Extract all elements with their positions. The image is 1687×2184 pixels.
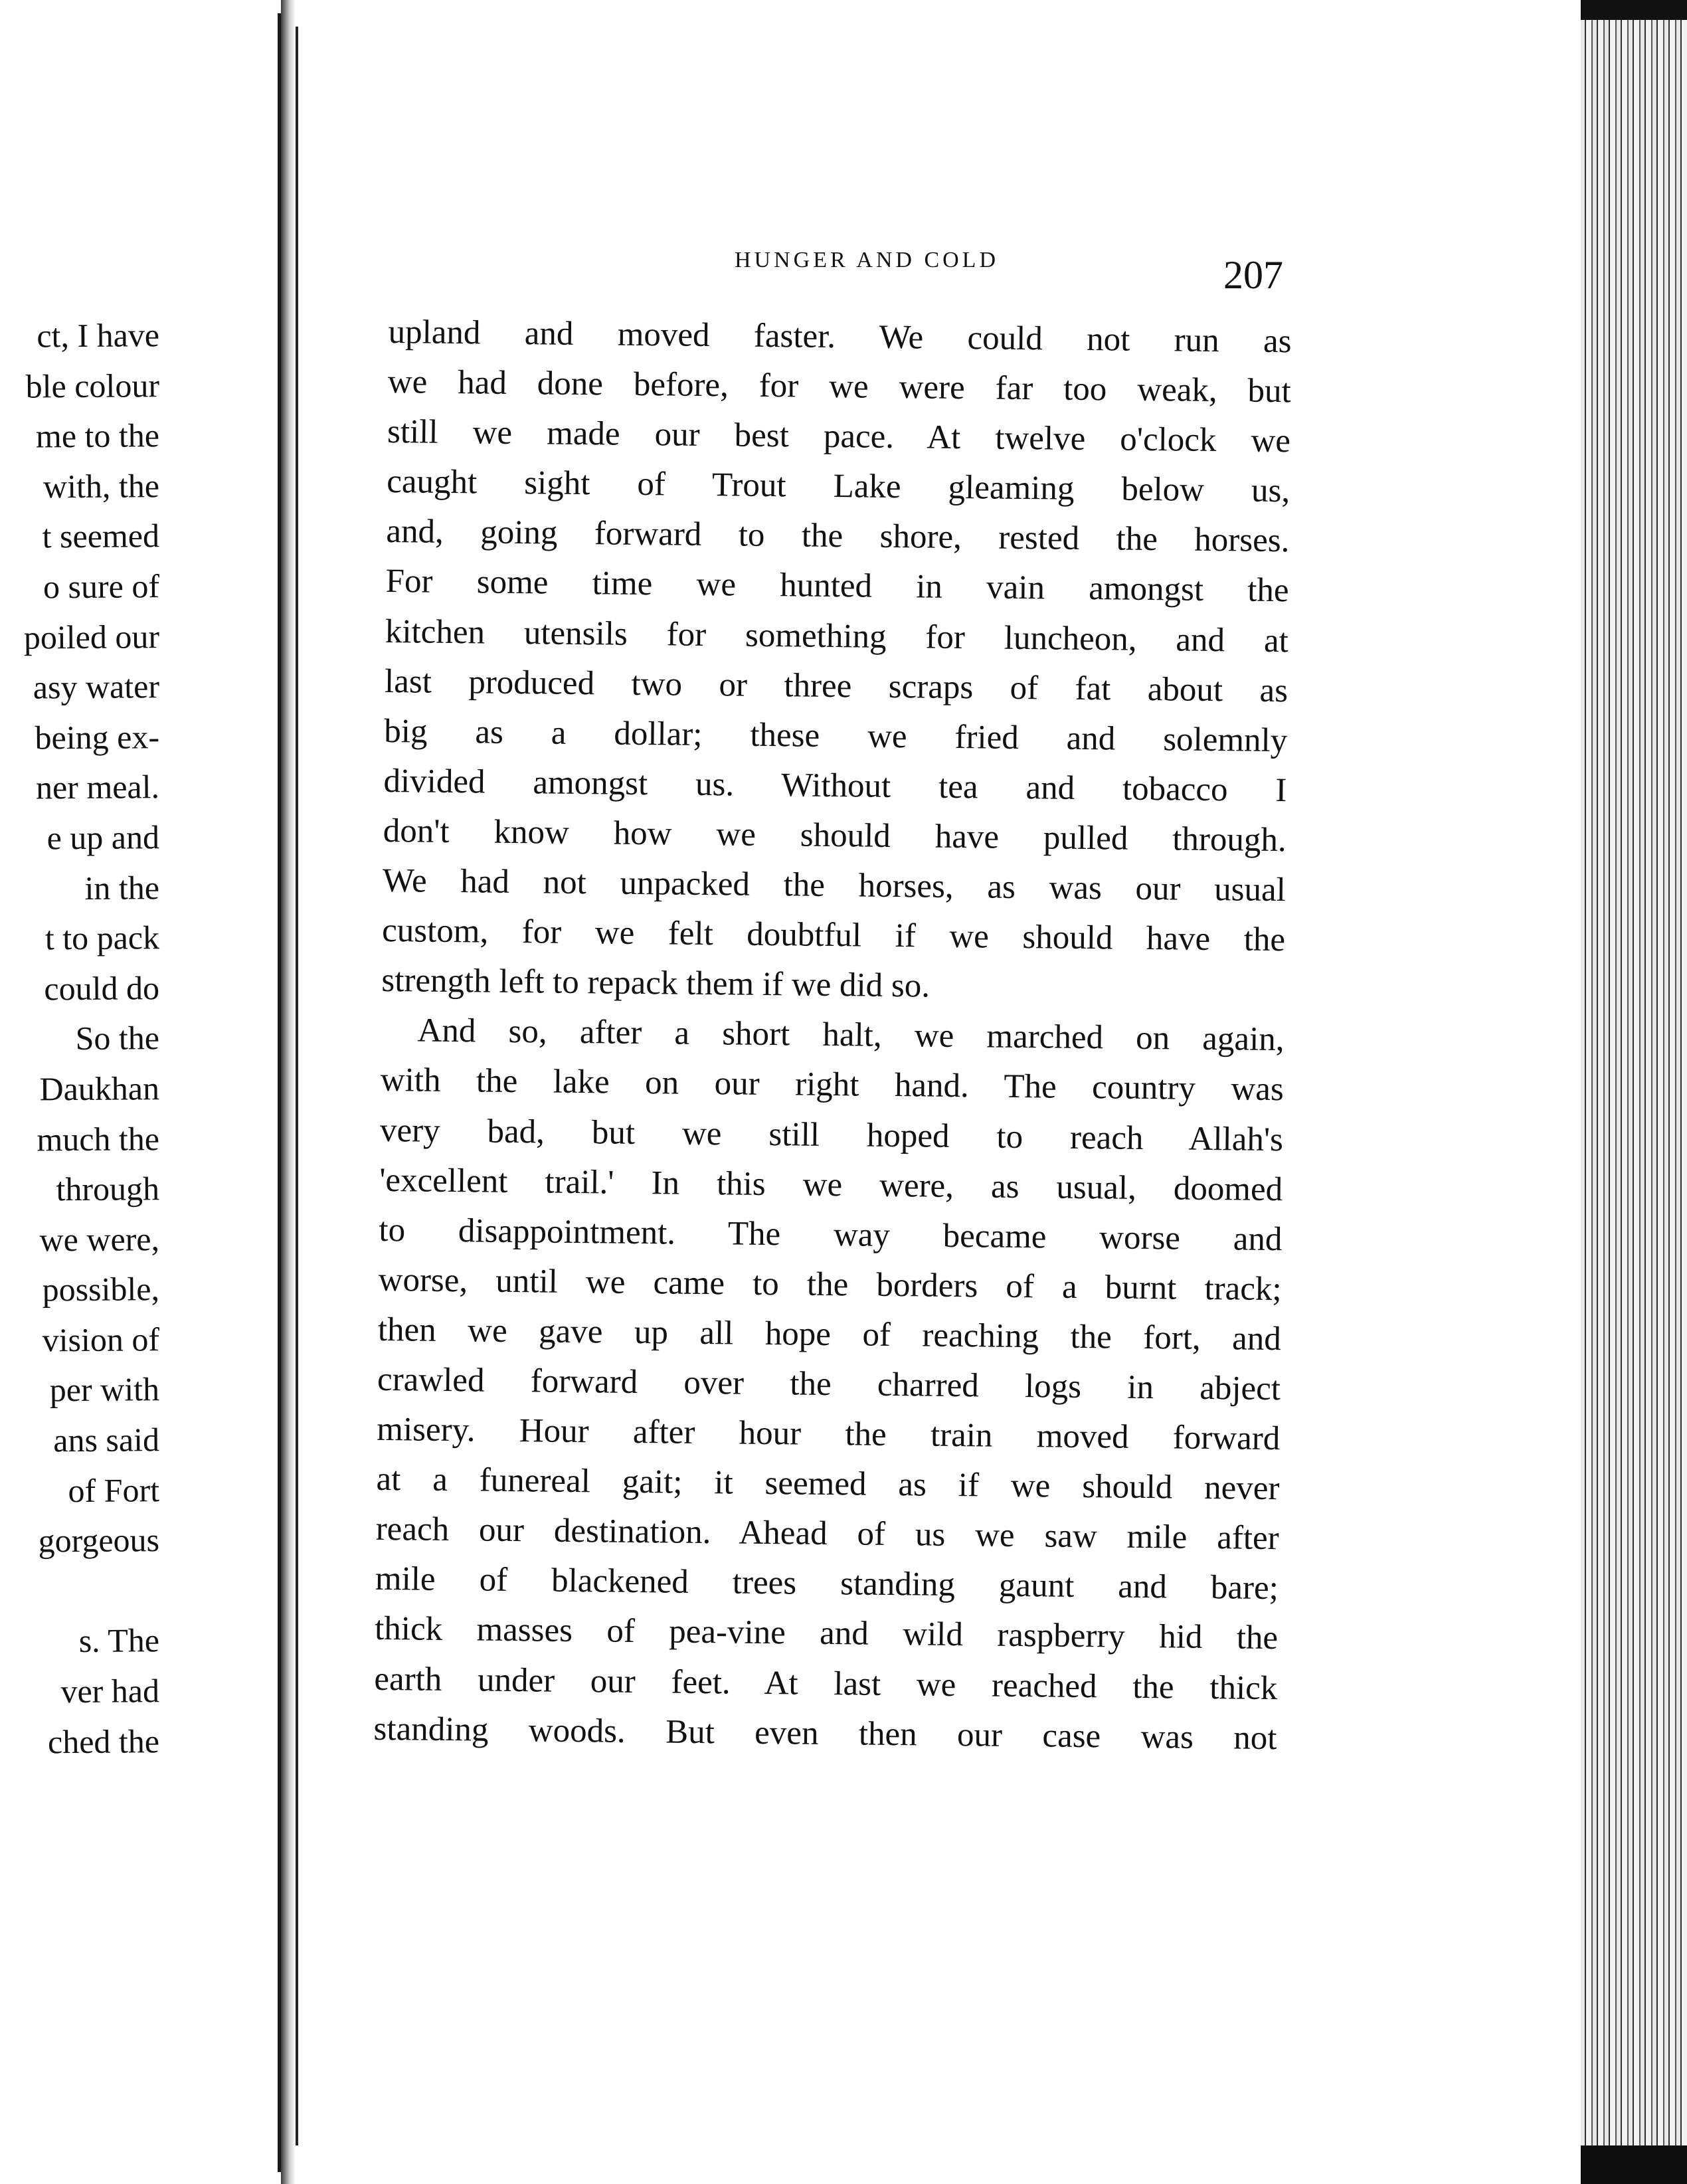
text-line: don't know how we should have pulled through. xyxy=(383,812,1287,860)
left-line: being ex- xyxy=(35,717,160,757)
text-line: kitchen utensils for something for luncheon, and at xyxy=(385,612,1289,660)
text-line: big as a dollar; these we fried and solemnly xyxy=(384,712,1288,759)
page-number: 207 xyxy=(1223,253,1283,297)
left-line: in the xyxy=(84,868,160,907)
left-line: of Fort xyxy=(68,1471,160,1509)
left-line: t seemed xyxy=(42,517,160,555)
text-line: worse, until we came to the borders of a burnt track; xyxy=(378,1261,1282,1308)
paragraph xyxy=(381,308,1292,1015)
left-line: much the xyxy=(37,1119,160,1158)
text-line: upland and moved faster. We could not run as xyxy=(388,313,1292,361)
left-line: ched the xyxy=(47,1722,160,1760)
text-line: still we made our best pace. At twelve o'clock we xyxy=(387,413,1291,460)
text-line: last produced two or three scraps of fat about as xyxy=(384,662,1288,709)
text-line: with the lake on our right hand. The country was xyxy=(380,1061,1285,1109)
left-line: gorgeous xyxy=(38,1521,160,1560)
text-line: And so, after a short halt, we marched on again, xyxy=(417,1012,1285,1059)
left-line: we were, xyxy=(39,1220,160,1259)
text-line: For some time we hunted in vain amongst the xyxy=(385,563,1289,610)
page-edges-bottom-shadow xyxy=(1581,2145,1687,2184)
left-page-text xyxy=(0,311,159,1767)
text-line: 'excellent trail.' In this we were, as usual, doomed xyxy=(379,1161,1283,1208)
left-line: per with xyxy=(49,1370,160,1409)
text-line: caught sight of Trout Lake gleaming below us, xyxy=(386,463,1290,510)
left-line xyxy=(0,1566,159,1617)
body-text xyxy=(373,308,1292,1764)
left-line: Daukhan xyxy=(39,1069,160,1108)
running-head: HUNGER AND COLD xyxy=(735,248,999,272)
text-line: divided amongst us. Without tea and tobacco I xyxy=(383,762,1287,810)
paragraph xyxy=(373,1006,1285,1764)
left-line: So the xyxy=(75,1019,160,1057)
text-line: to disappointment. The way became worse and xyxy=(379,1211,1283,1258)
text-line: strength left to repack them if we did so. xyxy=(381,962,931,1005)
left-line: could do xyxy=(44,968,160,1008)
text-line: very bad, but we still hoped to reach Allah's xyxy=(379,1111,1284,1158)
text-line: mile of blackened trees standing gaunt and bare; xyxy=(375,1560,1279,1607)
left-line: t to pack xyxy=(44,919,160,957)
left-line: o sure of xyxy=(43,567,160,606)
left-line: through xyxy=(56,1170,160,1208)
book-gutter xyxy=(281,0,296,2184)
text-line: earth under our feet. At last we reached the thick xyxy=(374,1660,1278,1707)
left-line: ner meal. xyxy=(35,768,160,806)
left-line: me to the xyxy=(35,416,160,455)
text-line: custom, for we felt doubtful if we should have the xyxy=(381,912,1286,959)
text-line: crawled forward over the charred logs in abject xyxy=(377,1360,1281,1408)
left-line: ver had xyxy=(60,1672,160,1710)
left-line: e up and xyxy=(46,818,160,857)
text-line: at a funereal gait; it seemed as if we should never xyxy=(376,1461,1280,1508)
text-line: standing woods. But even then our case was not xyxy=(373,1710,1277,1757)
left-line: ans said xyxy=(53,1421,160,1459)
text-line: then we gave up all hope of reaching the fort, and xyxy=(377,1311,1282,1358)
text-line: reach our destination. Ahead of us we saw mile after xyxy=(375,1510,1279,1558)
left-line: asy water xyxy=(33,668,160,706)
left-page xyxy=(0,13,281,2172)
text-line: thick masses of pea-vine and wild raspberry hid the xyxy=(374,1610,1279,1657)
left-line: ble colour xyxy=(25,366,160,405)
text-line: and, going forward to the shore, rested the horses. xyxy=(386,513,1290,560)
page-edges xyxy=(1581,20,1687,2184)
left-line: possible, xyxy=(42,1270,160,1309)
left-line: vision of xyxy=(42,1320,160,1359)
left-line: with, the xyxy=(43,466,160,505)
text-line: misery. Hour after hour the train moved forward xyxy=(377,1410,1281,1458)
left-line: ct, I have xyxy=(37,316,160,355)
left-line: poiled our xyxy=(23,617,160,656)
text-line: We had not unpacked the horses, as was our usual xyxy=(382,862,1287,909)
text-line: we had done before, for we were far too weak, but xyxy=(387,363,1292,410)
left-line: s. The xyxy=(78,1621,160,1660)
